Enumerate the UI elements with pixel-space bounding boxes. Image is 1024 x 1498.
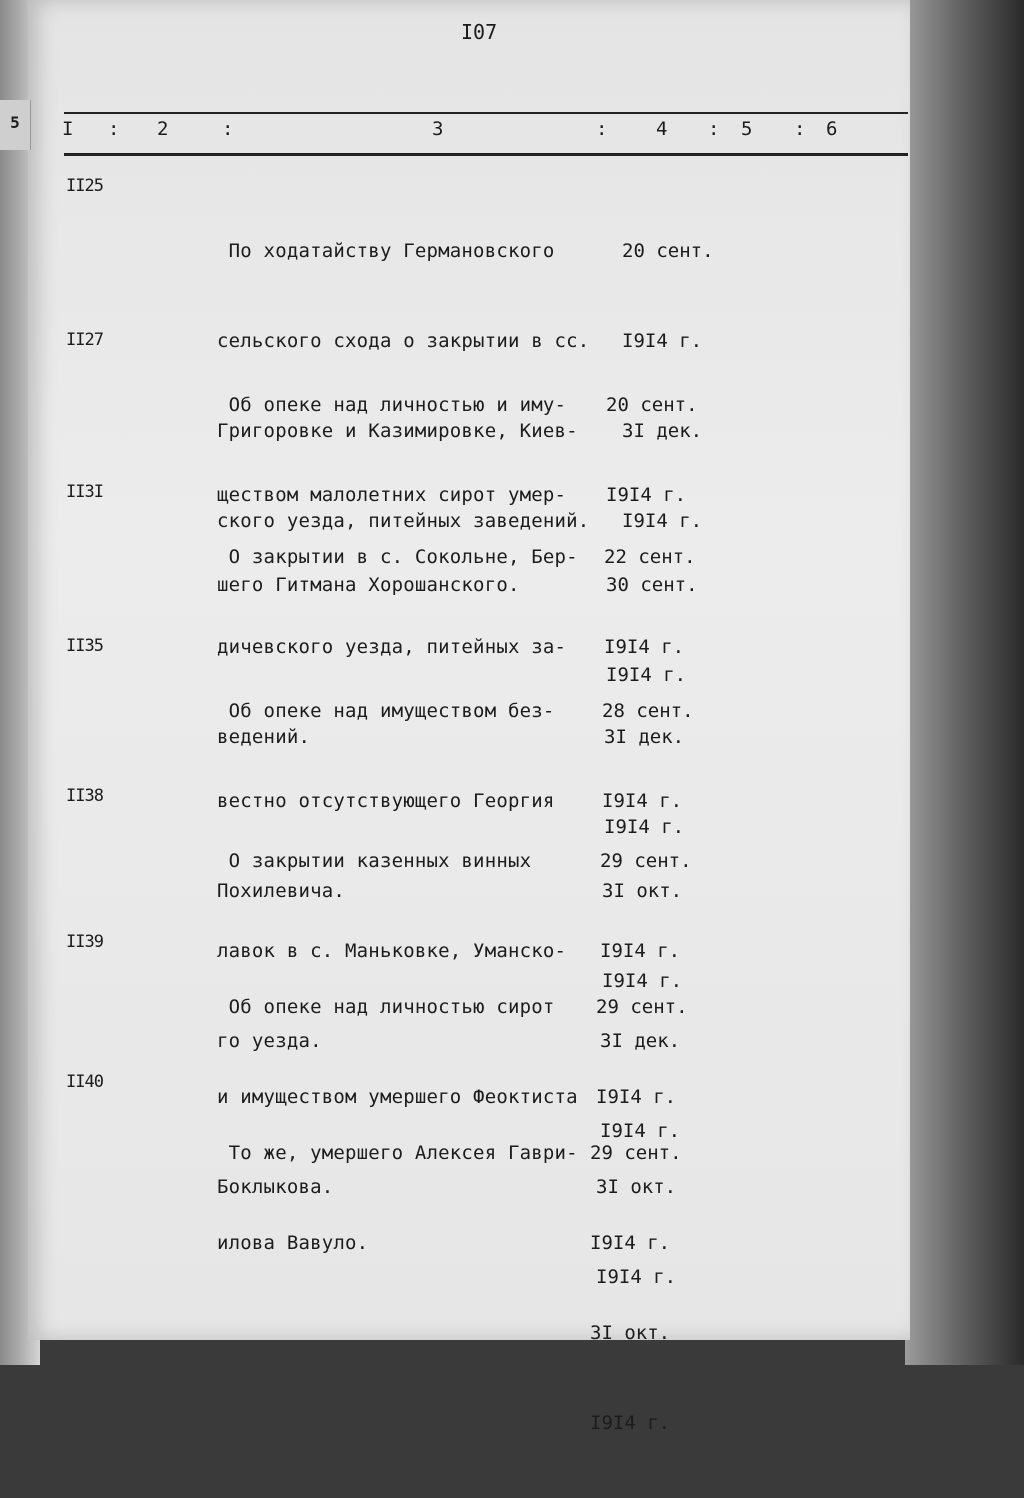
- column-header-row: [28, 118, 910, 148]
- entry-dates: 20 сент. I9I4 г. 3I дек. I9I4 г.: [622, 240, 714, 532]
- column-4-separator: :: [708, 118, 720, 140]
- entry-dates: 22 сент. I9I4 г. 3I дек. I9I4 г.: [604, 546, 696, 838]
- entry-dates: 20 сент. I9I4 г. 30 сент. I9I4 г.: [606, 394, 698, 686]
- entry-number: II38: [66, 786, 103, 806]
- entry-number: II35: [66, 636, 103, 656]
- page-tab-marker: 5: [0, 100, 31, 150]
- column-6-label: 6: [826, 118, 838, 140]
- column-3-separator: :: [596, 118, 608, 140]
- header-rule-bottom: [64, 153, 908, 156]
- entry-description: О закрытии в с. Сокольне, Бер- дичевского уезда, питейных за- ведений.: [217, 546, 578, 748]
- column-5-label: 5: [741, 118, 753, 140]
- column-3-label: 3: [432, 118, 444, 140]
- entry-description: Об опеке над личностью и иму- ществом малолетних сирот умер- шего Гитмана Хорошанского.: [217, 394, 567, 596]
- entry-description: По ходатайству Германовского сельского схода о закрытии в сс. Григоровке и Казимировке, Киев- ского уезда, питейных заведений.: [217, 240, 590, 532]
- entry-dates: 29 сент. I9I4 г. 3I окт. I9I4 г.: [596, 996, 688, 1288]
- entry-number: II25: [66, 176, 103, 196]
- entry-dates: 29 сент. I9I4 г. 3I окт. I9I4 г.: [590, 1142, 682, 1434]
- page-number: I07: [461, 20, 498, 44]
- entry-number: II39: [66, 932, 103, 952]
- header-rule-top: [64, 112, 908, 114]
- column-2-separator: :: [222, 118, 234, 140]
- column-4-label: 4: [656, 118, 668, 140]
- entry-number: II27: [66, 330, 103, 350]
- entry-number: II40: [66, 1072, 103, 1092]
- document-page: [28, 0, 910, 1434]
- entry-description: Об опеке над имуществом без- вестно отсутствующего Георгия Похилевича.: [217, 700, 555, 902]
- entry-dates: 29 сент. I9I4 г. 3I дек. I9I4 г.: [600, 850, 692, 1142]
- column-1-label: I: [62, 118, 74, 140]
- entry-description: О закрытии казенных винных лавок в с. Маньковке, Уманско- го уезда.: [217, 850, 567, 1052]
- backdrop-right: [905, 0, 1024, 1365]
- entry-description: Об опеке над личностью сирот и имуществом умершего Феоктиста Боклыкова.: [217, 996, 578, 1198]
- entry-dates: 28 сент. I9I4 г. 3I окт. I9I4 г.: [602, 700, 694, 992]
- column-2-label: 2: [157, 118, 169, 140]
- column-1-separator: :: [108, 118, 120, 140]
- entry-number: II3I: [66, 482, 103, 502]
- column-5-separator: :: [794, 118, 806, 140]
- entry-description: То же, умершего Алексея Гаври- илова Вавуло.: [217, 1142, 578, 1254]
